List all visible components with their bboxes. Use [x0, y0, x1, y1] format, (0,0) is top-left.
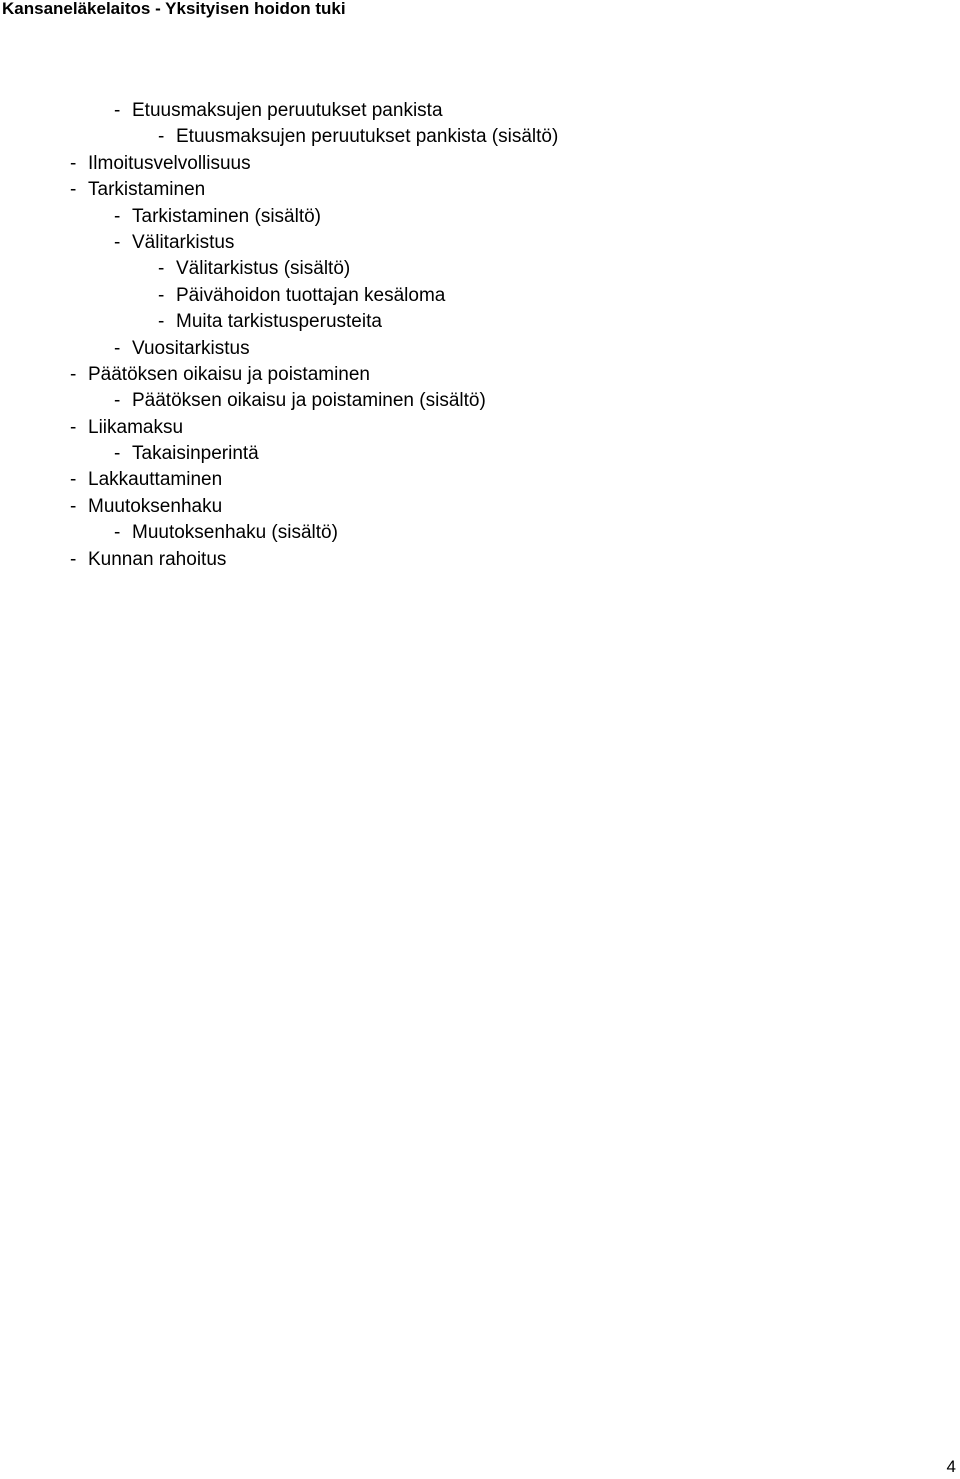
page-number: 4 [946, 1457, 956, 1476]
toc-item[interactable] [0, 283, 960, 309]
toc-item-label: Muutoksenhaku (sisältö) [132, 522, 338, 544]
toc-item-label: Muita tarkistusperusteita [176, 311, 382, 333]
toc-item-label: Takaisinperintä [132, 443, 259, 465]
toc-item-label: Ilmoitusvelvollisuus [88, 152, 251, 174]
toc-item[interactable] [0, 336, 960, 362]
toc-item[interactable] [0, 204, 960, 230]
toc-bullet: - [70, 152, 77, 174]
toc-bullet: - [158, 284, 165, 306]
toc-item[interactable] [0, 177, 960, 203]
toc-item[interactable] [0, 98, 960, 124]
toc-item[interactable] [0, 256, 960, 282]
toc-item-label: Välitarkistus [132, 231, 235, 253]
table-of-contents [0, 98, 960, 573]
toc-item-label: Vuositarkistus [132, 337, 250, 359]
toc-item-label: Päätöksen oikaisu ja poistaminen [88, 363, 371, 385]
toc-bullet: - [70, 363, 77, 385]
toc-item-label: Päivähoidon tuottajan kesäloma [176, 284, 446, 306]
toc-bullet: - [114, 522, 121, 544]
toc-bullet: - [70, 495, 77, 517]
toc-item[interactable] [0, 309, 960, 335]
toc-item[interactable] [0, 230, 960, 256]
toc-item[interactable] [0, 441, 960, 467]
toc-item[interactable] [0, 388, 960, 414]
toc-bullet: - [70, 179, 77, 201]
toc-item-label: Liikamaksu [88, 416, 184, 438]
toc-bullet: - [70, 469, 77, 491]
toc-item-label: Lakkauttaminen [88, 469, 223, 491]
toc-item[interactable] [0, 124, 960, 150]
toc-bullet: - [158, 258, 165, 280]
toc-bullet: - [114, 205, 121, 227]
toc-item[interactable] [0, 547, 960, 573]
toc-bullet: - [158, 126, 165, 148]
toc-item-label: Tarkistaminen (sisältö) [132, 205, 321, 227]
toc-item[interactable] [0, 362, 960, 388]
toc-item[interactable] [0, 494, 960, 520]
toc-item-label: Etuusmaksujen peruutukset pankista (sisältö) [176, 126, 559, 148]
toc-bullet: - [70, 416, 77, 438]
toc-item-label: Etuusmaksujen peruutukset pankista [132, 100, 443, 121]
toc-bullet: - [158, 311, 165, 333]
toc-item[interactable] [0, 151, 960, 177]
toc-bullet: - [114, 231, 121, 253]
toc-item[interactable] [0, 520, 960, 546]
toc-item-label: Muutoksenhaku [88, 495, 223, 517]
toc-bullet: - [114, 443, 121, 465]
toc-item-label: Kunnan rahoitus [88, 548, 227, 570]
toc-item-label: Päätöksen oikaisu ja poistaminen (sisältö) [132, 390, 486, 412]
toc-bullet: - [70, 548, 77, 570]
toc-item-label: Välitarkistus (sisältö) [176, 258, 351, 280]
toc-bullet: - [114, 337, 121, 359]
page-header-title: Kansaneläkelaitos - Yksityisen hoidon tuki [2, 0, 346, 18]
toc-item-label: Tarkistaminen [88, 179, 206, 201]
toc-bullet: - [114, 390, 121, 412]
toc-item[interactable] [0, 467, 960, 493]
toc-bullet: - [114, 100, 121, 121]
toc-item[interactable] [0, 415, 960, 441]
